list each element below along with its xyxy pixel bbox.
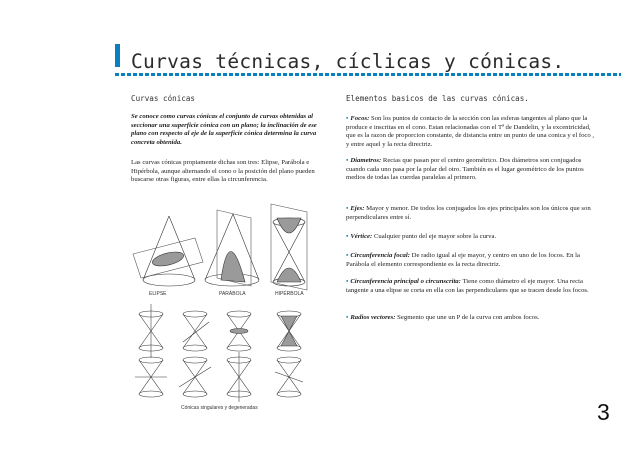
bullet-icon: •	[346, 278, 349, 285]
list-item-focos	[346, 115, 598, 149]
term-ejes: Ejes:	[350, 205, 365, 212]
hyperbola-cone-drawing	[271, 204, 307, 290]
title-dashed-rule	[115, 73, 621, 76]
term-vertice: Vértice:	[350, 233, 373, 240]
title-accent-bar	[115, 44, 120, 67]
bullet-icon: •	[346, 233, 349, 240]
text-vertice: Cualquier punto del eje mayor sobre la curva.	[373, 233, 497, 240]
figure-label-elipse: ELIPSE	[149, 291, 167, 297]
top-blank-area	[0, 0, 638, 42]
bullet-icon: •	[346, 314, 349, 321]
left-heading: Curvas cónicas	[131, 94, 196, 103]
list-item-circunferencia-focal	[346, 252, 598, 269]
term-diametros: Diametros:	[350, 157, 382, 164]
right-heading: Elementos basicos de las curvas cónicas.	[346, 94, 529, 103]
text-circunferencia-focal: De radio igual al eje mayor, y centro en uno de los focos. En la Parábola el elemento correspondiente es la recta directriz.	[346, 252, 580, 268]
bullet-icon: •	[346, 115, 349, 122]
degenerate-conics-row-2	[135, 352, 303, 402]
left-body-paragraph: Las curvas cónicas propiamente dichas son tres: Elipse, Parábola e Hipérbola, aunque alternando el cono o la posición del plano pueden buscarse otras figuras, entre ellas la circunferencia.	[131, 159, 315, 184]
conic-sections-figure	[131, 182, 321, 414]
term-circunferencia-focal: Circunferencia focal:	[350, 252, 410, 259]
figure-label-hiperbola: HIPÉRBOLA	[275, 291, 304, 297]
list-item-vertice	[346, 233, 598, 242]
text-ejes: Mayor y menor. De todos los conjugados los ejes principales son los únicos que son perpendiculares entre sí.	[346, 205, 591, 221]
page-number: 3	[597, 399, 610, 425]
ellipse-cone-drawing	[133, 216, 203, 286]
left-intro-paragraph: Se conoce como curvas cónicas el conjunto de curvas obtenidas al seccionar una superficie cónica con un plano; la inclinación de ese plano con respecto al eje de la superficie cónica determina la curva concreta obtenida.	[131, 113, 317, 146]
list-item-diametros	[346, 157, 598, 183]
page-title: Curvas técnicas, cíclicas y cónicas.	[131, 50, 565, 73]
text-radios-vectores: Segmento que une un P de la curva con ambos focos.	[397, 314, 540, 321]
parabola-cone-drawing	[205, 210, 259, 286]
term-radios-vectores: Radios vectores:	[350, 314, 396, 321]
list-item-circunferencia-principal	[346, 278, 598, 295]
bullet-icon: •	[346, 205, 349, 212]
term-circunferencia-principal: Circunferencia principal o circunscrita:	[350, 278, 461, 285]
text-diametros: Rectas que pasan por el centro geométrico. Dos diámetros son conjugados cuando cada uno pasa por la polar del otro. También es el lugar geométrico de los puntos medios de todas las cuerdas paralelas al primero.	[346, 157, 584, 182]
degenerate-conics-row-1	[139, 304, 301, 358]
text-circunferencia-principal: Tiene como diámetro el eje mayor. Una recta tangente a una elipse se corta en ella con las perpendiculares que se tracen desde los focos.	[346, 278, 589, 294]
list-item-radios-vectores	[346, 314, 598, 323]
figure-label-parabola: PARÁBOLA	[219, 291, 246, 297]
figure-caption: Cónicas singulares y degeneradas	[181, 405, 258, 411]
bullet-icon: •	[346, 252, 349, 259]
term-focos: Focos:	[350, 115, 370, 122]
bullet-icon: •	[346, 157, 349, 164]
list-item-ejes	[346, 205, 598, 222]
text-focos: Son los puntos de contacto de la sección con las esferas tangentes al plano que la produce e inscritas en el cono. Estan relacionadas con el Tª de Dandelin, y la excentricidad, que es la razon de proporcion constante, de distancia entre un punto de una conica y el foco , y entre aquel y la recta directriz.	[346, 115, 595, 148]
